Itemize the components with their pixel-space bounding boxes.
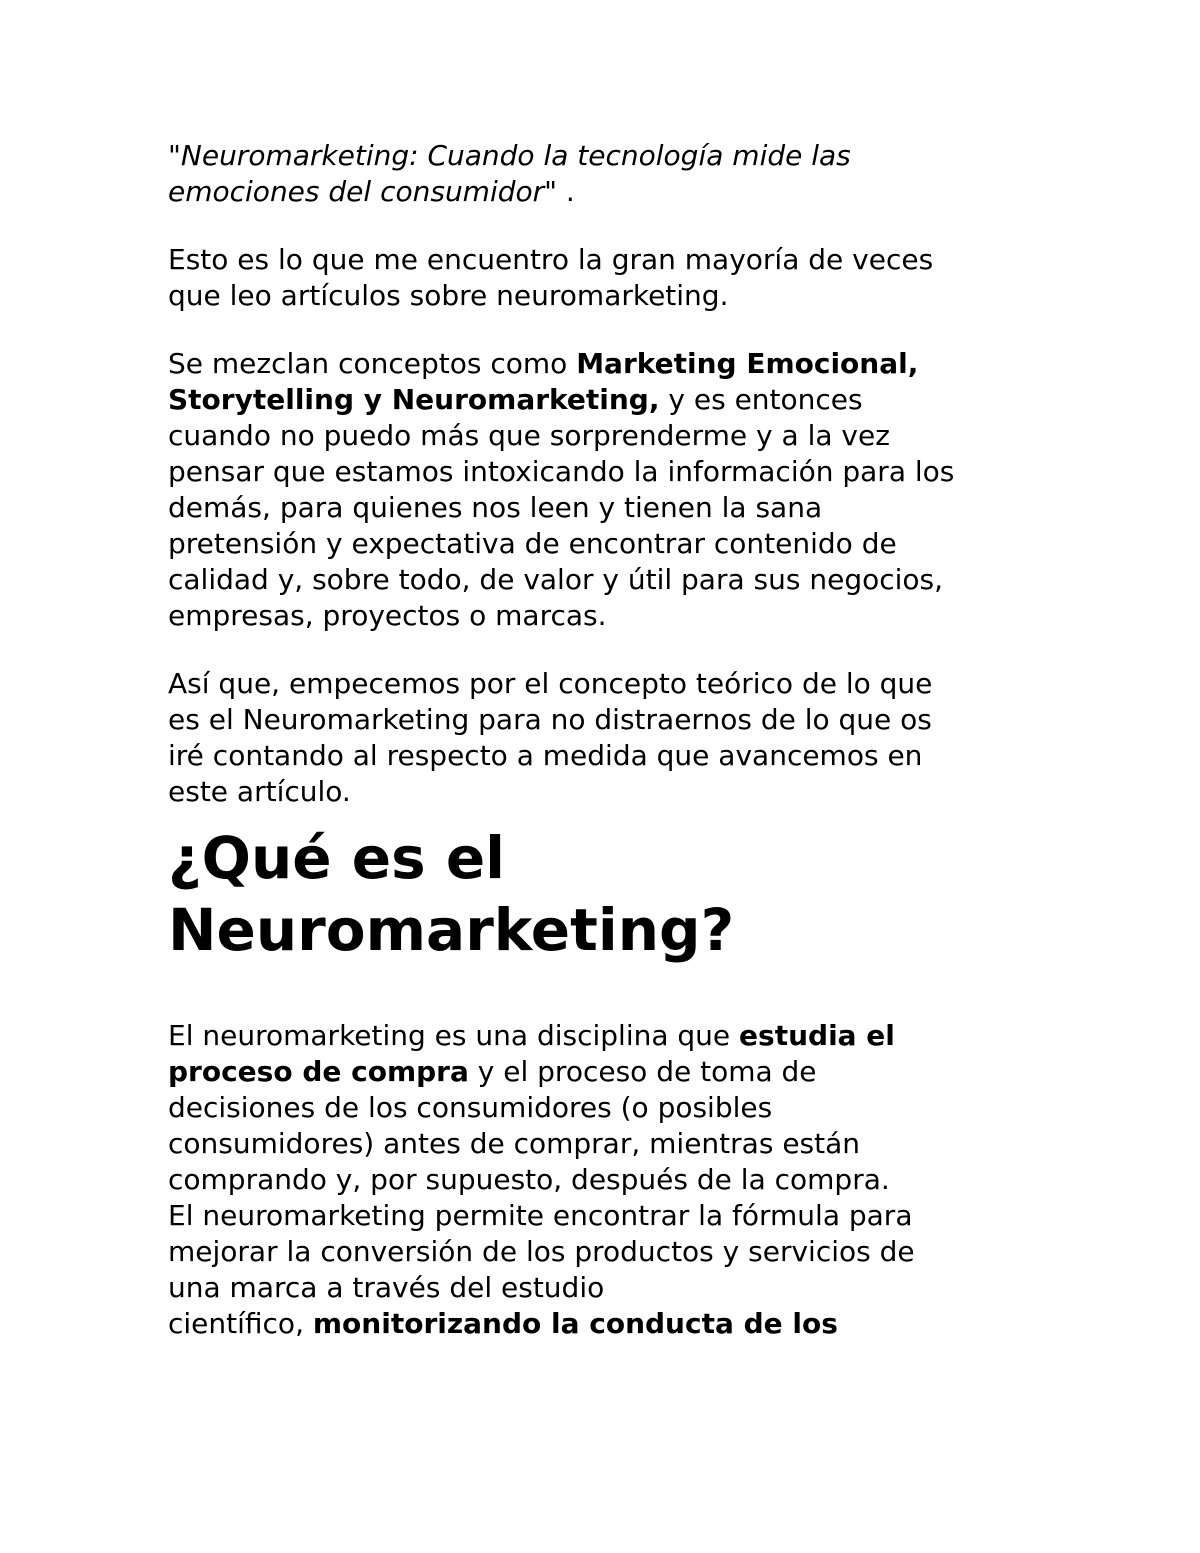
paragraph-4-line-2: [168, 1054, 1068, 1090]
paragraph-4-text: científico,: [168, 1307, 313, 1340]
paragraph-1: [168, 242, 1068, 314]
paragraph-1-line-1: Esto es lo que me encuentro la gran mayoría de veces: [168, 243, 934, 276]
paragraph-4-line-9: [168, 1306, 1068, 1342]
section-heading-line-1: ¿Qué es el: [168, 824, 506, 892]
document-page: [168, 138, 1068, 1342]
paragraph-4-line-7: mejorar la conversión de los productos y servicios de: [168, 1235, 915, 1268]
paragraph-2-line-5: demás, para quienes nos leen y tienen la sana: [168, 491, 823, 524]
paragraph-2-bold-text: Storytelling y Neuromarketing,: [168, 383, 660, 416]
paragraph-4-text: El neuromarketing es una disciplina que: [168, 1019, 740, 1052]
title-quote-line-1: [168, 138, 1068, 174]
paragraph-3-line-3: iré contando al respecto a medida que avancemos en: [168, 739, 923, 772]
paragraph-2-line-4: pensar que estamos intoxicando la información para los: [168, 455, 955, 488]
paragraph-3-line-1: Así que, empecemos por el concepto teórico de lo que: [168, 667, 933, 700]
paragraph-4-line-3: decisiones de los consumidores (o posibles: [168, 1091, 773, 1124]
paragraph-2-line-8: empresas, proyectos o marcas.: [168, 599, 607, 632]
paragraph-2-bold-text: Marketing Emocional,: [576, 347, 919, 380]
paragraph-gap: [168, 314, 1068, 346]
paragraph-1-line-2: que leo artículos sobre neuromarketing.: [168, 279, 729, 312]
open-quote: ": [168, 139, 181, 172]
paragraph-gap: [168, 634, 1068, 666]
paragraph-3-line-4: este artículo.: [168, 775, 351, 808]
section-heading-line-2: Neuromarketing?: [168, 896, 735, 964]
title-quote-italic-1: Neuromarketing: Cuando la tecnología mide las: [180, 139, 851, 172]
title-quote-italic-2: emociones del consumidor: [168, 175, 545, 208]
close-quote: " .: [544, 175, 575, 208]
paragraph-2: [168, 346, 1068, 634]
paragraph-4-line-5: comprando y, por supuesto, después de la compra.: [168, 1163, 890, 1196]
paragraph-3: [168, 666, 1068, 810]
paragraph-2-text: y es entonces: [659, 383, 863, 416]
paragraph-2-line-1: [168, 346, 1068, 382]
heading-gap: [168, 966, 1068, 1018]
paragraph-2-line-2: [168, 382, 1068, 418]
paragraph-2-line-7: calidad y, sobre todo, de valor y útil para sus negocios,: [168, 563, 944, 596]
title-quote: [168, 138, 1068, 210]
paragraph-4-line-4: consumidores) antes de comprar, mientras están: [168, 1127, 861, 1160]
paragraph-2-text: Se mezclan conceptos como: [168, 347, 577, 380]
paragraph-4: [168, 1018, 1068, 1342]
section-heading: [168, 822, 1068, 966]
paragraph-2-line-6: pretensión y expectativa de encontrar contenido de: [168, 527, 897, 560]
paragraph-4-bold-text: monitorizando la conducta de los: [312, 1307, 838, 1340]
paragraph-3-line-2: es el Neuromarketing para no distraernos de lo que os: [168, 703, 932, 736]
paragraph-gap: [168, 210, 1068, 242]
paragraph-4-bold-text: proceso de compra: [168, 1055, 469, 1088]
paragraph-2-line-3: cuando no puedo más que sorprenderme y a la vez: [168, 419, 890, 452]
paragraph-4-line-8: una marca a través del estudio: [168, 1271, 605, 1304]
paragraph-4-text: y el proceso de toma de: [468, 1055, 817, 1088]
title-quote-line-2: [168, 174, 1068, 210]
paragraph-4-line-1: [168, 1018, 1068, 1054]
paragraph-4-bold-text: estudia el: [739, 1019, 895, 1052]
paragraph-4-line-6: El neuromarketing permite encontrar la fórmula para: [168, 1199, 913, 1232]
